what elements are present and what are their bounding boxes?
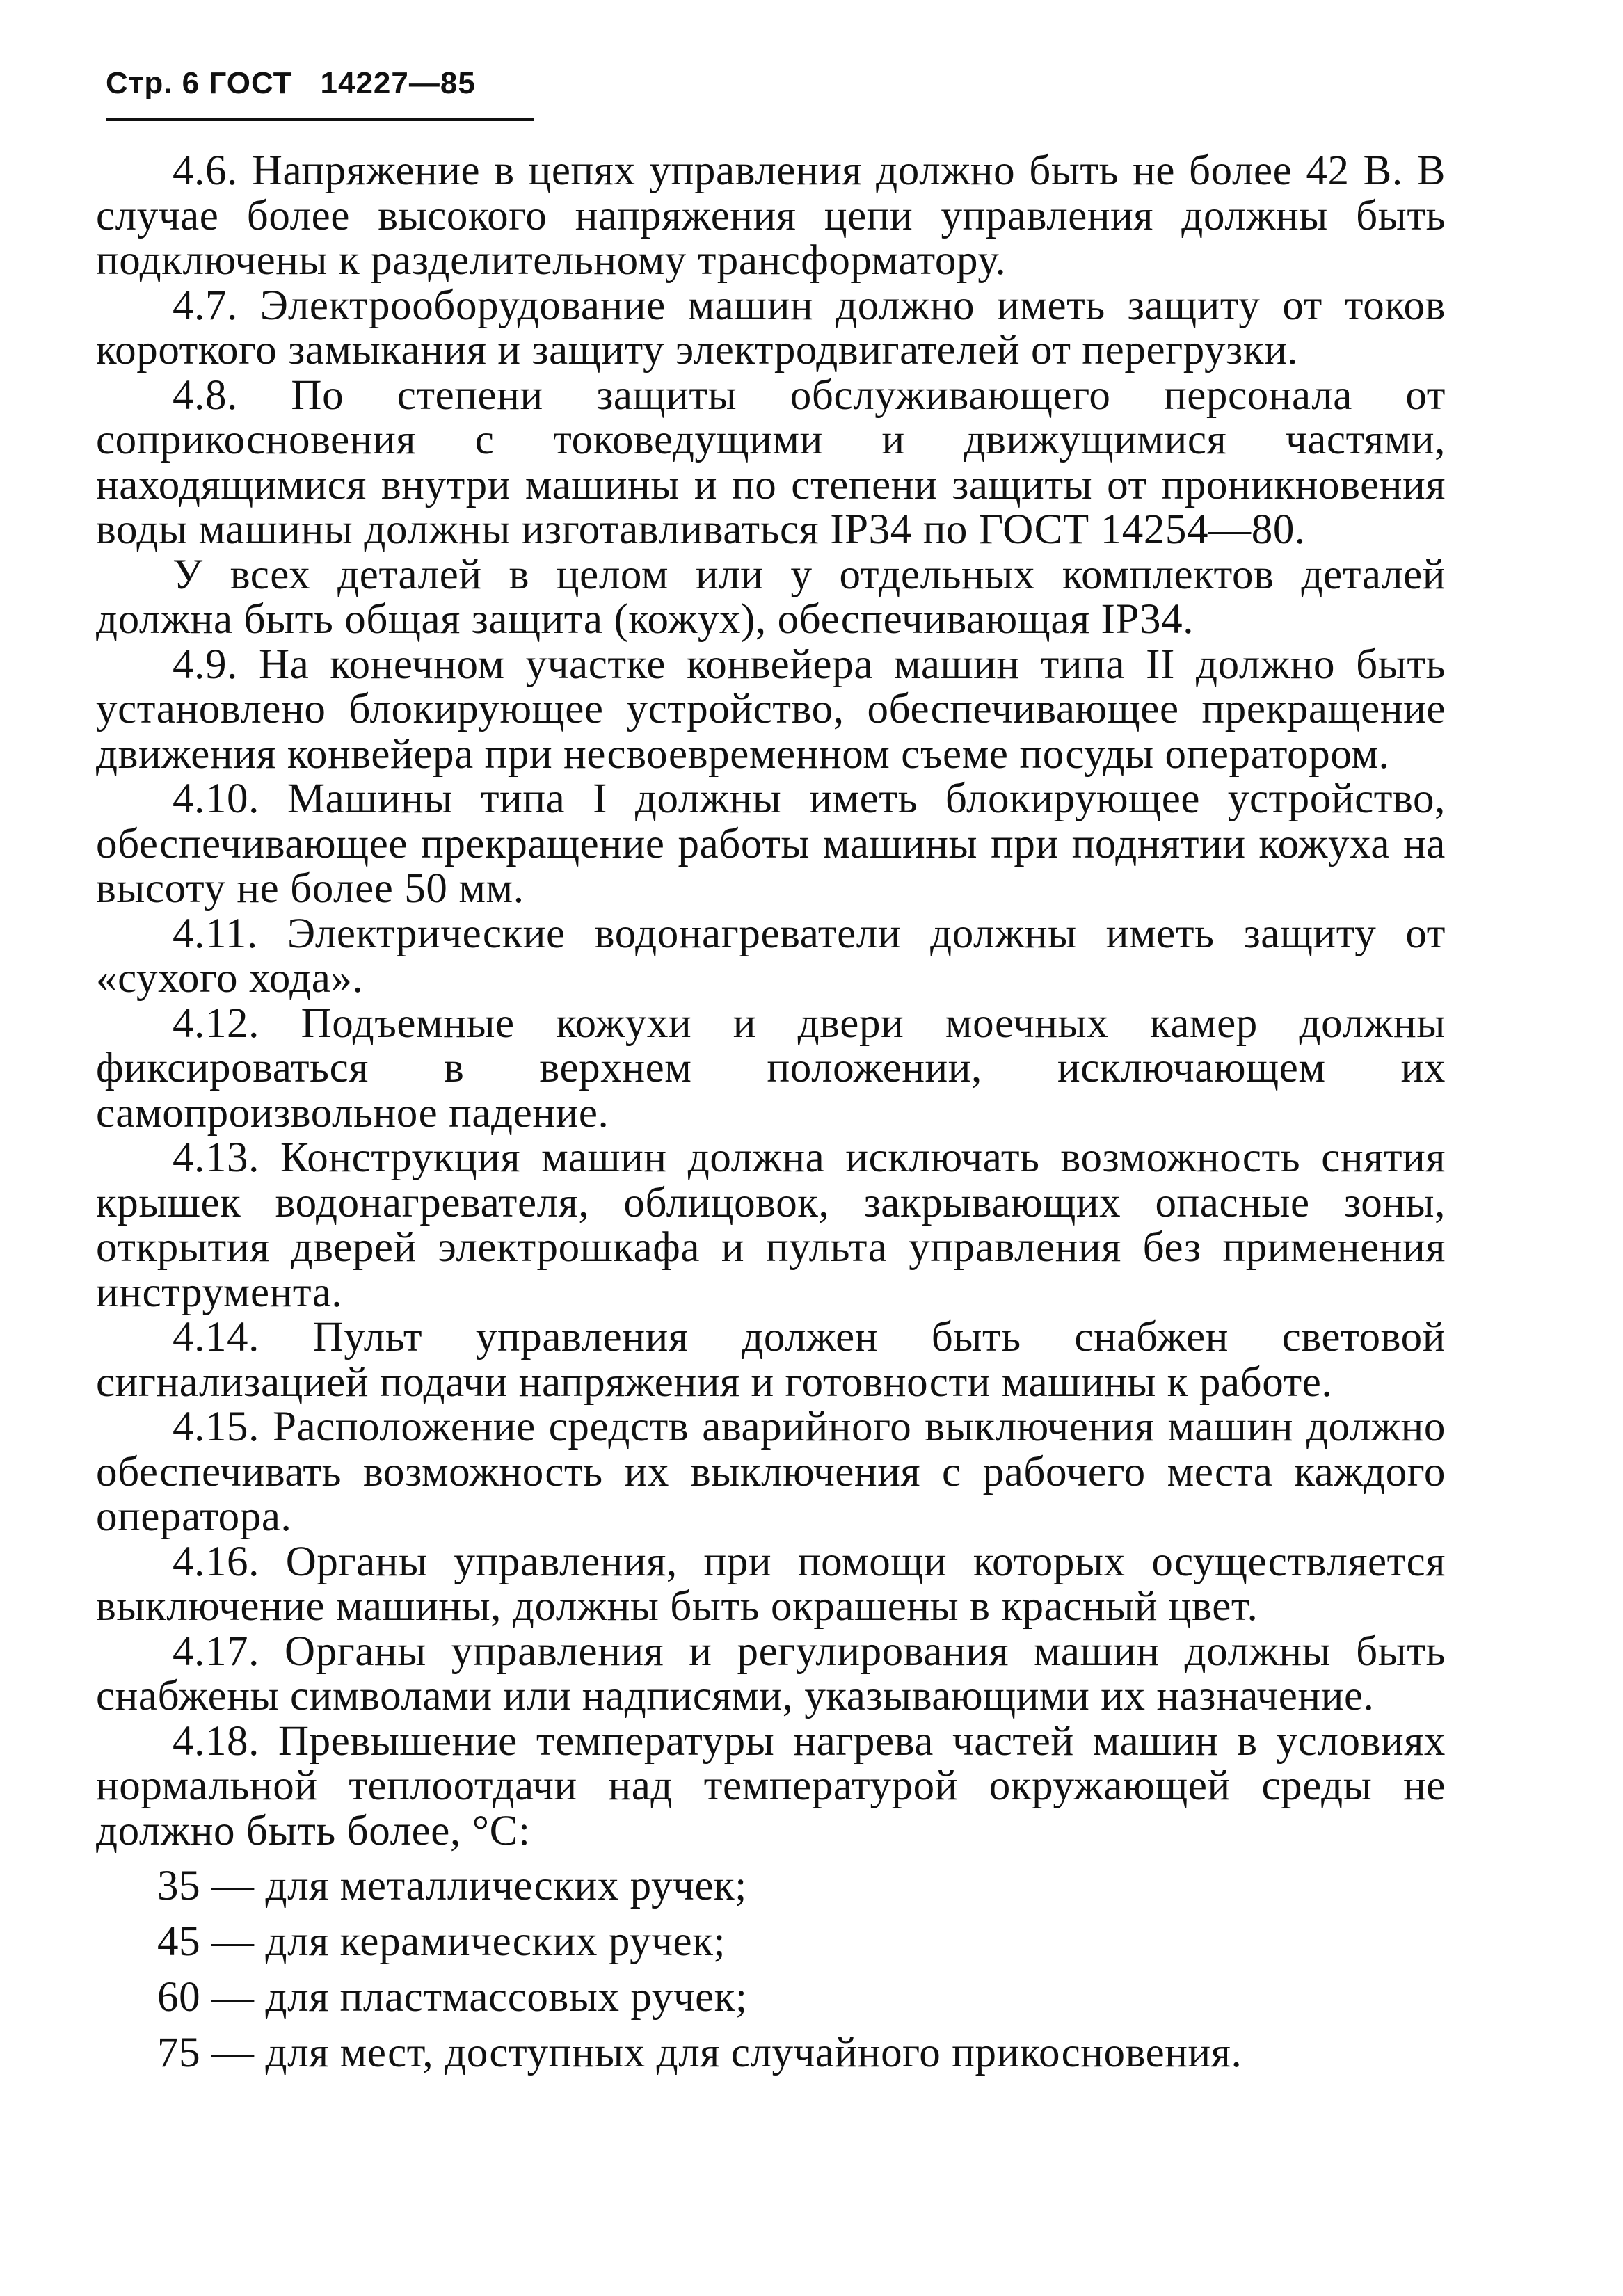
clause-4-11: 4.11. Электрические водонагреватели должны иметь защиту от «сухого хода». [96, 910, 1446, 1002]
clause-4-15: 4.15. Расположение средств аварийного выключения машин должно обеспечивать возможность их выключения с рабочего места каждого оператора. [96, 1404, 1446, 1540]
clause-4-18: 4.18. Превышение температуры нагрева частей машин в условиях нормальной теплоотдачи над температурой окружающей среды не должно быть более, °С: [96, 1717, 1446, 1854]
clause-4-8-note: У всех деталей в целом или у отдельных комплектов деталей должна быть общая защита (кожух), обеспечивающая IP34. [96, 551, 1446, 643]
clause-4-17: 4.17. Органы управления и регулирования машин должны быть снабжены символами или надписями, указывающими их назначение. [96, 1628, 1446, 1719]
standard-label: ГОСТ [209, 66, 293, 100]
clause-4-6: 4.6. Напряжение в цепях управления должно быть не более 42 В. В случае более высокого напряжения цепи управления должны быть подключены к разделительному трансформатору. [96, 147, 1446, 284]
limit-item: 35 — для металлических ручек; [157, 1863, 747, 1909]
standard-number: 14227—85 [320, 66, 476, 100]
clause-4-8: 4.8. По степени защиты обслуживающего персонала от соприкосновения с токоведущими и движущимися частями, находящимися внутри машины и по степени защиты от проникновения воды машины должны изготавливаться IP34 по ГОСТ 14254—80. [96, 371, 1446, 553]
clause-4-10: 4.10. Машины типа I должны иметь блокирующее устройство, обеспечивающее прекращение работы машины при поднятии кожуха на высоту не более 50 мм. [96, 776, 1446, 912]
clause-4-16: 4.16. Органы управления, при помощи которых осуществляется выключение машины, должны быть окрашены в красный цвет. [96, 1538, 1446, 1630]
clause-4-14: 4.14. Пульт управления должен быть снабжен световой сигнализацией подачи напряжения и готовности машины к работе. [96, 1314, 1446, 1406]
document-body [96, 149, 1446, 2076]
limit-item: 45 — для керамических ручек; [157, 1918, 726, 1965]
clause-4-12: 4.12. Подъемные кожухи и двери моечных камер должны фиксироваться в верхнем положении, исключающем их самопроизвольное падение. [96, 1000, 1446, 1137]
page-number: Стр. 6 [106, 66, 200, 100]
clause-4-7: 4.7. Электрооборудование машин должно иметь защиту от токов короткого замыкания и защиту электродвигателей от перегрузки. [96, 282, 1446, 374]
page-header [106, 61, 534, 106]
clause-4-9: 4.9. На конечном участке конвейера машин типа II должно быть установлено блокирующее устройство, обеспечивающее прекращение движения конвейера при несвоевременном съеме посуды оператором. [96, 641, 1446, 778]
clause-4-13: 4.13. Конструкция машин должна исключать возможность снятия крышек водонагревателя, облицовок, закрывающих опасные зоны, открытия дверей электрошкафа и пульта управления без применения инструмента. [96, 1134, 1446, 1316]
limit-item: 60 — для пластмассовых ручек; [157, 1974, 748, 2021]
limit-item: 75 — для мест, доступных для случайного прикосновения. [157, 2030, 1242, 2076]
header-rule [106, 118, 534, 121]
